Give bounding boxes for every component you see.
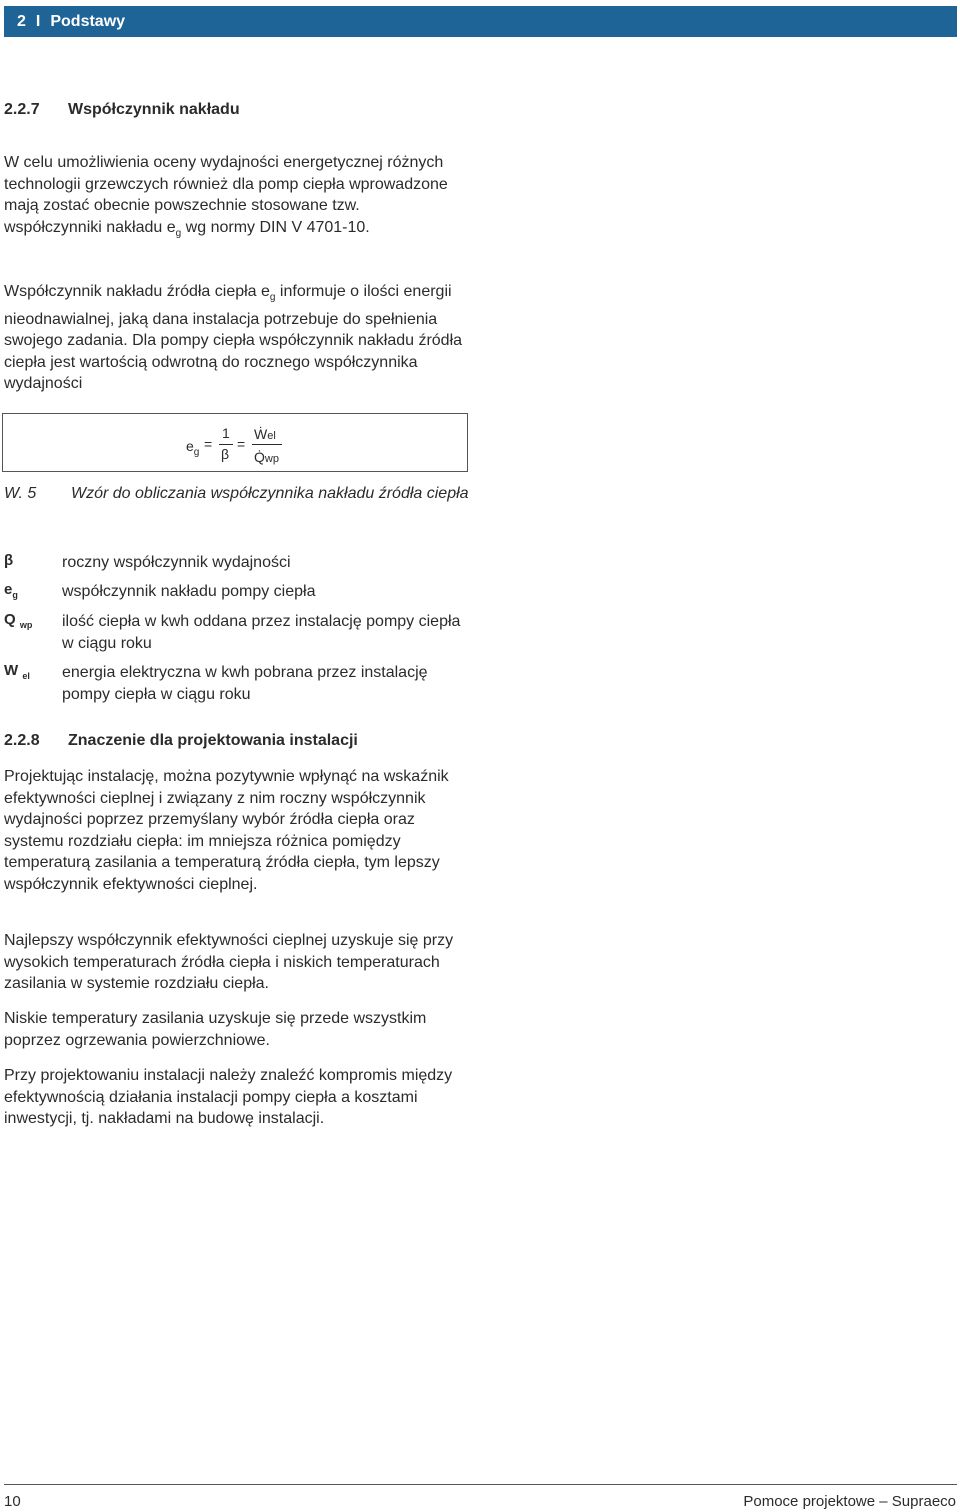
formula-lhs: $e_g$ (186, 438, 200, 458)
legend-text-beta: roczny współczynnik wydajności (62, 554, 291, 571)
section-title: Znaczenie dla projektowania instalacji (68, 732, 358, 749)
paragraph-2: Współczynnik nakładu źródła ciepła $e_g$ informuje o ilości energii nieodnawialnej, jaką dana instalacja potrzebuje do spełnienia swojego zadania. Dla pompy ciepła współczynnik nakładu źródła ciepła jest wartością odwrotną do rocznego współczynnika wydajności (4, 283, 463, 392)
legend-symbol-eg: $e_g$ (4, 581, 18, 600)
formula-equals-1: = (204, 436, 213, 452)
formula-box (2, 413, 468, 472)
header-separator: I (35, 13, 41, 30)
section-number: 2.2.7 (4, 101, 40, 118)
footer-rule (4, 1484, 957, 1485)
formula-numerator-1: 1 (222, 425, 230, 441)
chapter-title: Podstawy (50, 13, 126, 30)
page-header-bar (4, 6, 957, 37)
page-number: 10 (4, 1493, 21, 1510)
formula-numerator-2: Ẇel (254, 426, 276, 442)
caption-text: Wzór do obliczania współczynnika nakładu źródła ciepła (71, 485, 469, 502)
legend-symbol-beta: β (4, 552, 14, 569)
legend-symbol-qwp: Q $_{wp}$ (4, 611, 33, 630)
legend-text-wel: energia elektryczna w kwh pobrana przez instalację pompy ciepła w ciągu roku (62, 664, 428, 703)
section-heading-2-2-7 (4, 101, 474, 119)
formula-denominator-1: β (221, 446, 230, 462)
paragraph-4: Najlepszy współczynnik efektywności cieplnej uzyskuje się przy wysokich temperaturach źródła ciepła i niskich temperaturach zasilania w systemie rozdziału ciepła. (4, 932, 454, 992)
paragraph-3: Projektując instalację, można pozytywnie wpłynąć na wskaźnik efektywności cieplnej i związany z nim roczny współczynnik wydajności poprzez przemyślany wybór źródła ciepła oraz systemu rozdziału ciepła: im mniejsza różnica pomiędzy temperaturą zasilania a temperaturą źródła ciepła, tym lepszy współczynnik efektywności cieplnej. (4, 768, 449, 893)
formula-equals-2: = (237, 436, 246, 452)
legend-symbol-wel: W $_{el}$ (4, 662, 30, 681)
legend-text-eg: współczynnik nakładu pompy ciepła (62, 583, 316, 600)
fraction-line-2 (252, 444, 282, 445)
formula-denominator-2: Q̇wp (254, 449, 279, 465)
legend-text-qwp: ilość ciepła w kwh oddana przez instalację pompy ciepła w ciągu roku (62, 613, 461, 652)
publication-title: Pomoce projektowe – Supraeco (743, 1493, 956, 1510)
paragraph-5: Niskie temperatury zasilania uzyskuje się przede wszystkim poprzez ogrzewania powierzchniowe. (4, 1010, 427, 1049)
paragraph-1: W celu umożliwienia oceny wydajności energetycznej różnych technologii grzewczych również dla pomp ciepła wprowadzone mają zostać obecnie powszechnie stosowane tzw. współczynniki nakładu $e_g$ wg normy DIN V 4701-10. (4, 154, 448, 239)
chapter-number: 2 (17, 13, 26, 30)
section-title: Współczynnik nakładu (68, 101, 240, 118)
caption-label: W. 5 (4, 485, 37, 502)
fraction-line-1 (219, 444, 233, 445)
section-heading-2-2-8 (4, 732, 474, 750)
section-number: 2.2.8 (4, 732, 40, 749)
paragraph-6: Przy projektowaniu instalacji należy znaleźć kompromis między efektywnością działania instalacji pompy ciepła a kosztami inwestycji, tj. nakładami na budowę instalacji. (4, 1067, 453, 1127)
